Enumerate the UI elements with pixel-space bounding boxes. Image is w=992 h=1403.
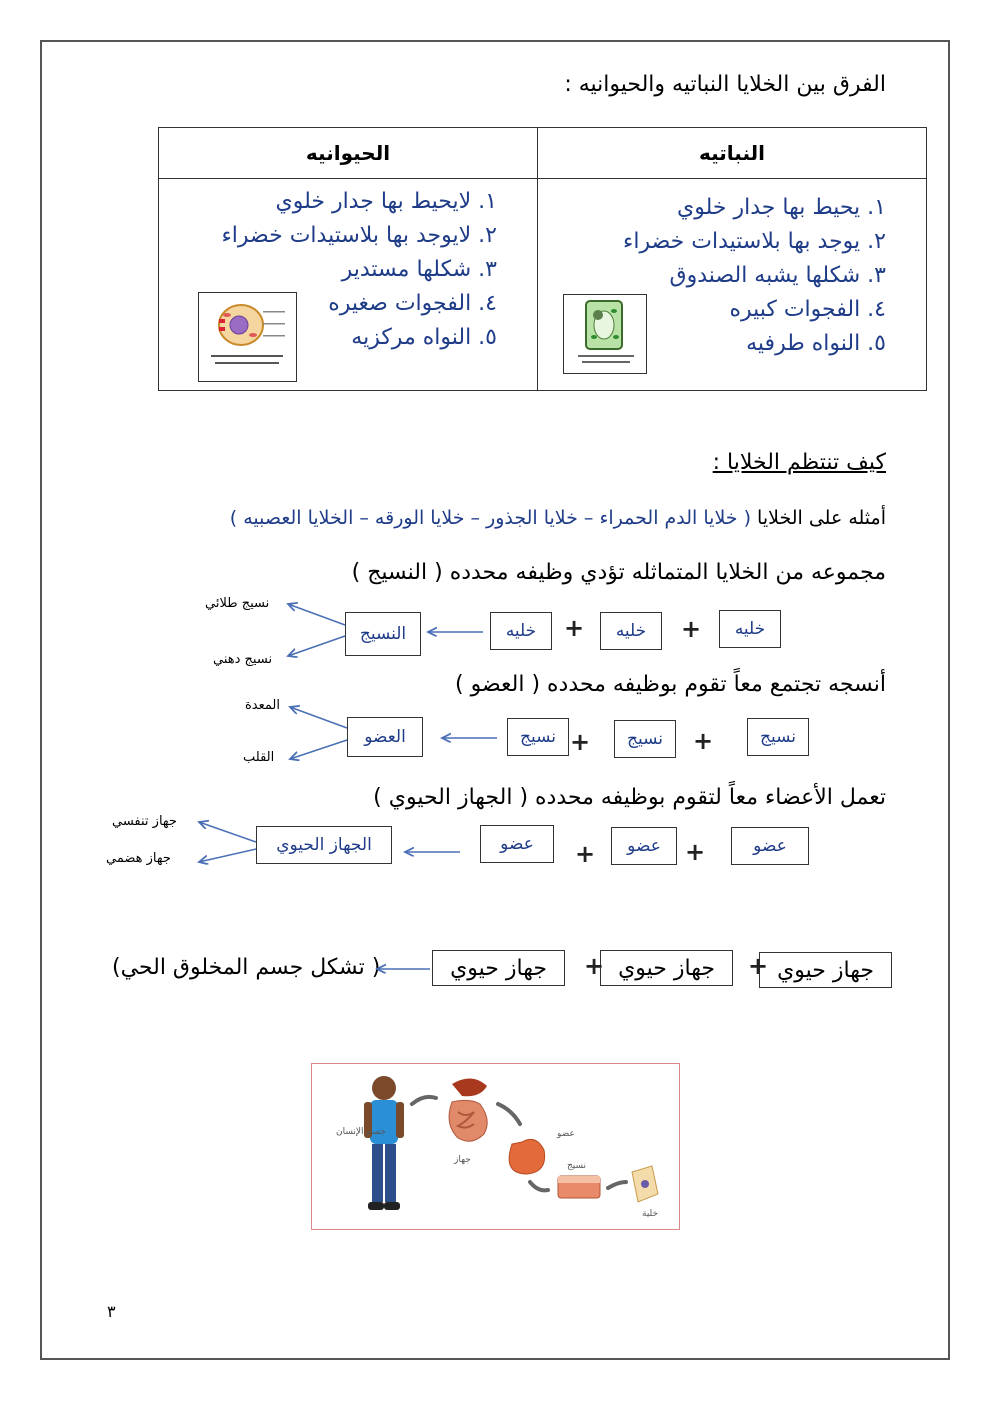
page-number: ٣ [107,1302,116,1321]
plus-sign: + [564,614,585,642]
stomach-label: المعدة [245,698,280,713]
organ-box: العضو [347,717,423,757]
list-item: ٢. لايوجد بها بلاستيدات خضراء [221,223,497,248]
tissue-box: النسيج [345,612,421,656]
heart-label: القلب [243,750,275,765]
organ-box: عضو [480,825,554,863]
plant-header: النباتيه [538,128,927,179]
digestive-system-label: جهاز هضمي [106,851,171,866]
organ-box: عضو [611,827,677,865]
list-item: ٥. النواه مركزيه [351,325,497,350]
plus-sign: + [685,838,706,866]
cell-box: خليه [490,612,552,650]
list-item: ٣. شكلها مستدير [341,257,497,282]
plus-sign: + [681,615,702,643]
plus-sign: + [575,840,596,868]
respiratory-system-label: جهاز تنفسي [112,814,177,829]
plus-sign: + [693,727,714,755]
system-box: الجهاز الحيوي [256,826,392,864]
system-illustration-label: جهاز [454,1155,471,1165]
cell-illustration-label: خلية [642,1209,659,1219]
human-body-label: جسم الإنسان [336,1127,386,1137]
cell-box: خليه [600,612,662,650]
comparison-heading: الفرق بين الخلايا النباتيه والحيوانيه : [564,72,886,97]
animal-header: الحيوانيه [159,128,538,179]
list-item: ١. لايحيط بها جدار خلوي [275,189,497,214]
organ-box: عضو [731,827,809,865]
plus-sign: + [584,952,605,980]
organ-illustration-label: عضو [557,1129,575,1139]
list-item: ٢. يوجد بها بلاستيدات خضراء [622,229,886,254]
section-title: كيف تنتظم الخلايا : [712,450,886,475]
system-box: جهاز حيوي [432,950,565,986]
system-box: جهاز حيوي [600,950,733,986]
tissue-box: نسيج [747,718,809,756]
organism-label: ( تشكل جسم المخلوق الحي) [112,955,381,980]
tissue-box: نسيج [614,720,676,758]
tissue-box: نسيج [507,718,569,756]
organ-definition: أنسجه تجتمع معاً تقوم بوظيفه محدده ( العضو ) [455,672,886,697]
list-item: ١. يحيط بها جدار خلوي [677,195,886,220]
list-item: ٤. الفجوات صغيره [328,291,497,316]
body-organization-illustration [311,1063,680,1230]
examples-label: أمثله على الخلايا [757,507,886,529]
adipose-tissue-label: نسيج دهني [213,652,273,667]
list-item: ٤. الفجوات كبيره [729,297,886,322]
tissue-definition: مجموعه من الخلايا المتماثله تؤدي وظيفه محدده ( النسيج ) [351,560,886,585]
list-item: ٣. شكلها يشبه الصندوق [669,263,886,288]
list-item: ٥. النواه طرفيه [746,331,886,356]
tissue-illustration-label: نسيج [567,1161,587,1171]
epithelial-tissue-label: نسيج طلائي [205,596,270,611]
plus-sign: + [570,728,591,756]
cell-box: خليه [719,610,781,648]
system-definition: تعمل الأعضاء معاً لتقوم بوظيفه محدده ( الجهاز الحيوي ) [373,785,886,810]
examples-list: ( خلايا الدم الحمراء – خلايا الجذور – خلايا الورقه – الخلايا العصبيه ) [229,507,751,529]
system-box: جهاز حيوي [759,952,892,988]
plus-sign: + [748,952,769,980]
